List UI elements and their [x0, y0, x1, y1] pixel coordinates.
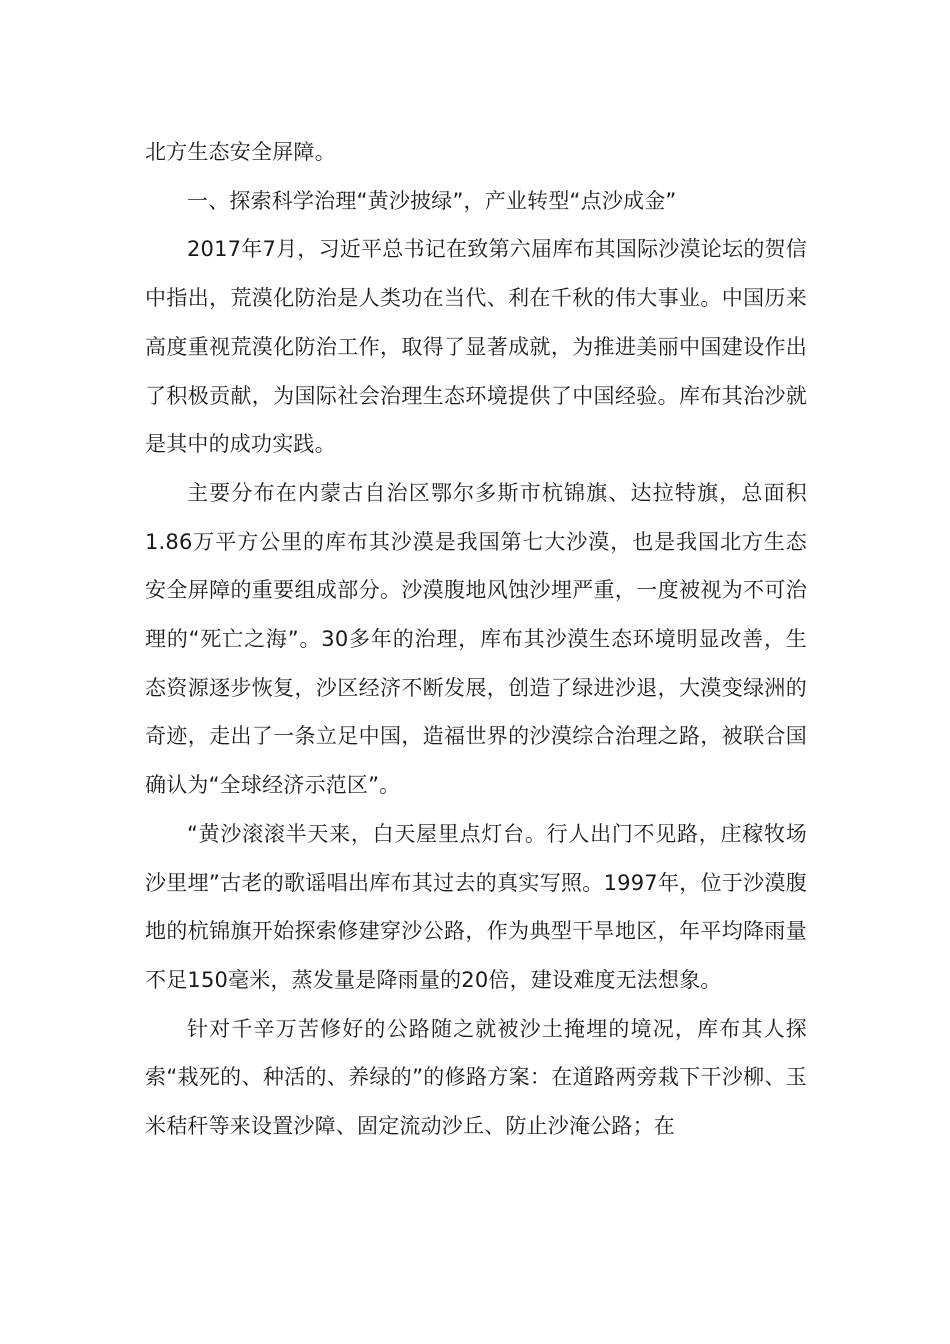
section-heading: 一、探索科学治理“黄沙披绿”，产业转型“点沙成金”	[187, 188, 677, 213]
paragraph: “黄沙滚滚半天来，白天屋里点灯台。行人出门不见路，庄稼牧场沙里埋”古老的歌谣唱出库布其过去的真实写照。1997年，位于沙漠腹地的杭锦旗开始探索修建穿沙公路，作为典型干旱地区，年平均降雨量不足150毫米，蒸发量是降雨量的20倍，建设难度无法想象。	[145, 821, 807, 992]
document-page	[145, 128, 807, 1151]
paragraph: 2017年7月，习近平总书记在致第六届库布其国际沙漠论坛的贺信中指出，荒漠化防治是人类功在当代、利在千秋的伟大事业。中国历来高度重视荒漠化防治工作，取得了显著成就，为推进美丽中国建设作出了积极贡献，为国际社会治理生态环境提供了中国经验。库布其治沙就是其中的成功实践。	[145, 237, 807, 457]
paragraph: 主要分布在内蒙古自治区鄂尔多斯市杭锦旗、达拉特旗，总面积1.86万平方公里的库布其沙漠是我国第七大沙漠，也是我国北方生态安全屏障的重要组成部分。沙漠腹地风蚀沙埋严重，一度被视为不可治理的“死亡之海”。30多年的治理，库布其沙漠生态环境明显改善，生态资源逐步恢复，沙区经济不断发展，创造了绿进沙退，大漠变绿洲的奇迹，走出了一条立足中国，造福世界的沙漠综合治理之路，被联合国确认为“全球经济示范区”。	[145, 480, 807, 798]
paragraph-continuation: 北方生态安全屏障。	[145, 140, 336, 164]
paragraph: 针对千辛万苦修好的公路随之就被沙土掩埋的境况，库布其人探索“栽死的、种活的、养绿的”的修路方案：在道路两旁栽下干沙柳、玉米秸秆等来设置沙障、固定流动沙丘、防止沙淹公路；在	[145, 1016, 807, 1139]
